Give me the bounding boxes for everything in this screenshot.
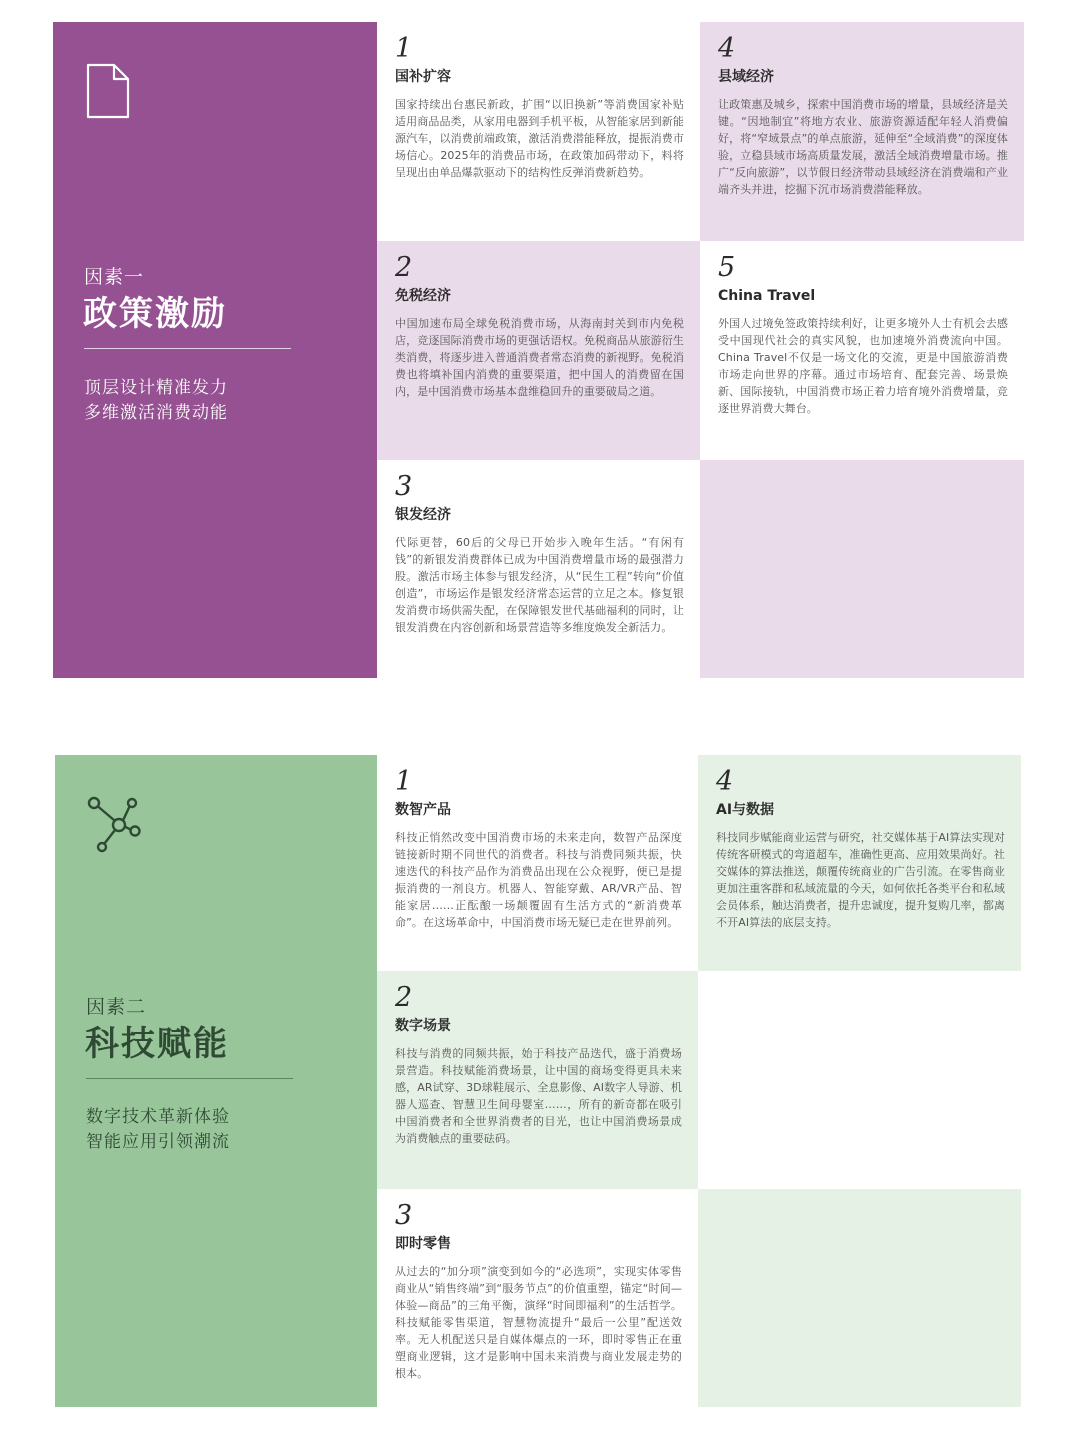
subtitle-line: 顶层设计精准发力 [84, 378, 228, 398]
subtitle-line: 数字技术革新体验 [86, 1107, 230, 1127]
factor-subtitle [84, 376, 228, 426]
factor-one-panel [53, 22, 377, 678]
card-number: 5 [718, 252, 736, 283]
card-xianyu-jingji [700, 22, 1024, 241]
divider [86, 1078, 293, 1079]
empty-tile [698, 1189, 1021, 1407]
card-body: 让政策惠及城乡，探索中国消费市场的增量，县域经济是关键。“因地制宜”将地方农业、旅游资源适配年轻人消费偏好，将“窄域景点”的单点旅游，延伸至“全域消费”的深度体验，立稳县域市场高质量发展，激活全域消费增量市场。推广“反向旅游”，以节假日经济带动县域经济在消费端和产业端齐头并进，挖掘下沉市场消费潜能释放。 [718, 98, 1008, 196]
factor-two-panel [55, 755, 377, 1407]
network-nodes-icon [87, 795, 143, 857]
card-mianshui-jingji [377, 241, 700, 460]
document-icon [85, 62, 131, 124]
card-number: 1 [395, 766, 413, 797]
factor-title: 科技赋能 [85, 1024, 229, 1064]
card-body: 科技同步赋能商业运营与研究，社交媒体基于AI算法实现对传统客研模式的弯道超车，准确性更高、应用效果尚好。社交媒体的算法推送，颠覆传统商业的广告引流。在零售商业更加注重客群和私域流量的今天，如何依托各类平台和私域会员体系，触达消费者，提升忠诚度，提升复购几率，都离不开AI算法的底层支持。 [716, 831, 1005, 929]
factor-subtitle [86, 1105, 230, 1155]
card-number: 1 [395, 33, 413, 64]
factor-two-section [0, 755, 1080, 1407]
empty-tile [698, 971, 1021, 1189]
card-shuzi-changjing [377, 971, 698, 1189]
card-shuzhi-chanpin [377, 755, 698, 971]
factor-title: 政策激励 [83, 294, 227, 334]
factor-label: 因素二 [86, 996, 147, 1018]
card-title: 银发经济 [395, 507, 451, 523]
card-yinfa-jingji [377, 460, 700, 678]
card-title: 数智产品 [395, 802, 451, 818]
card-ai-data [698, 755, 1021, 971]
card-title: 县域经济 [718, 69, 774, 85]
card-china-travel [700, 241, 1024, 460]
factor-one-section [0, 22, 1080, 678]
card-body: 从过去的“加分项”演变到如今的“必选项”，实现实体零售商业从“销售终端”到“服务节点”的价值重塑，锚定“时间—体验—商品”的三角平衡，演绎“时间即福利”的生活哲学。科技赋能零售渠道，智慧物流提升“最后一公里”配送效率。无人机配送只是自媒体爆点的一环，即时零售正在重塑商业逻辑，这才是影响中国未来消费与商业发展走势的根本。 [395, 1265, 682, 1380]
subtitle-line: 多维激活消费动能 [84, 403, 228, 423]
card-guobu-kuorong [377, 22, 700, 241]
divider [84, 348, 291, 349]
empty-tile [700, 460, 1024, 678]
card-number: 2 [395, 982, 413, 1013]
card-body: 科技与消费的同频共振，始于科技产品迭代，盛于消费场景营造。科技赋能消费场景，让中国的商场变得更具未来感，AR试穿、3D球鞋展示、全息影像、AI数字人导游、机器人巡查、智慧卫生间母婴室……，所有的新奇都在吸引中国消费者和全世界消费者的目光，也让中国消费场景成为消费触点的重要砝码。 [395, 1047, 682, 1145]
card-title: 数字场景 [395, 1018, 451, 1034]
card-body: 中国加速布局全球免税消费市场，从海南封关到市内免税店，竞逐国际消费市场的更强话语权。免税商品从旅游衍生类消费，将逐步进入普通消费者常态消费的新视野。免税消费也将填补国内消费的重要渠道，把中国人的消费留在国内，是中国消费市场基本盘维稳回升的重要破局之道。 [395, 317, 684, 398]
card-title: 即时零售 [395, 1236, 451, 1252]
card-title: China Travel [718, 288, 816, 304]
card-number: 4 [716, 766, 734, 797]
card-number: 2 [395, 252, 413, 283]
card-jishi-lingshou [377, 1189, 698, 1407]
card-number: 4 [718, 33, 736, 64]
factor-label: 因素一 [84, 266, 145, 288]
card-title: 免税经济 [395, 288, 451, 304]
card-body: 科技正悄然改变中国消费市场的未来走向，数智产品深度链接新时期不同世代的消费者。科技与消费同频共振，快速迭代的科技产品作为消费品出现在公众视野，便已是提振消费的一剂良方。机器人、智能穿戴、AR/VR产品、智能家居……正酝酿一场颠覆固有生活方式的“新消费革命”。在这场革命中，中国消费市场无疑已走在世界前列。 [395, 831, 682, 929]
card-title: AI与数据 [716, 802, 775, 818]
card-number: 3 [395, 1200, 413, 1231]
card-body: 代际更替，60后的父母已开始步入晚年生活。“有闲有钱”的新银发消费群体已成为中国消费增量市场的最强潜力股。激活市场主体参与银发经济，从“民生工程”转向“价值创造”，市场运作是银发经济常态运营的立足之本。修复银发消费市场供需失配，在保障银发世代基础福利的同时，让银发消费在内容创新和场景营造等多维度焕发全新活力。 [395, 536, 684, 634]
card-body: 国家持续出台惠民新政，扩围“以旧换新”等消费国家补贴适用商品品类，从家用电器到手机平板，从智能家居到新能源汽车，以消费前端政策，激活消费潜能释放，提振消费市场信心。2025年的消费品市场，在政策加码带动下，料将呈现出由单品爆款驱动下的结构性反弹消费新趋势。 [395, 98, 684, 179]
subtitle-line: 智能应用引领潮流 [86, 1132, 230, 1152]
card-title: 国补扩容 [395, 69, 451, 85]
card-body: 外国人过境免签政策持续利好，让更多境外人士有机会去感受中国现代社会的真实风貌，也加速境外消费流向中国。China Travel不仅是一场文化的交流，更是中国旅游消费市场走向世界的序幕。通过市场培育、配套完善、场景焕新、国际接轨，中国消费市场正着力培育境外消费增量，竞逐世界消费大舞台。 [718, 317, 1008, 415]
card-number: 3 [395, 471, 413, 502]
